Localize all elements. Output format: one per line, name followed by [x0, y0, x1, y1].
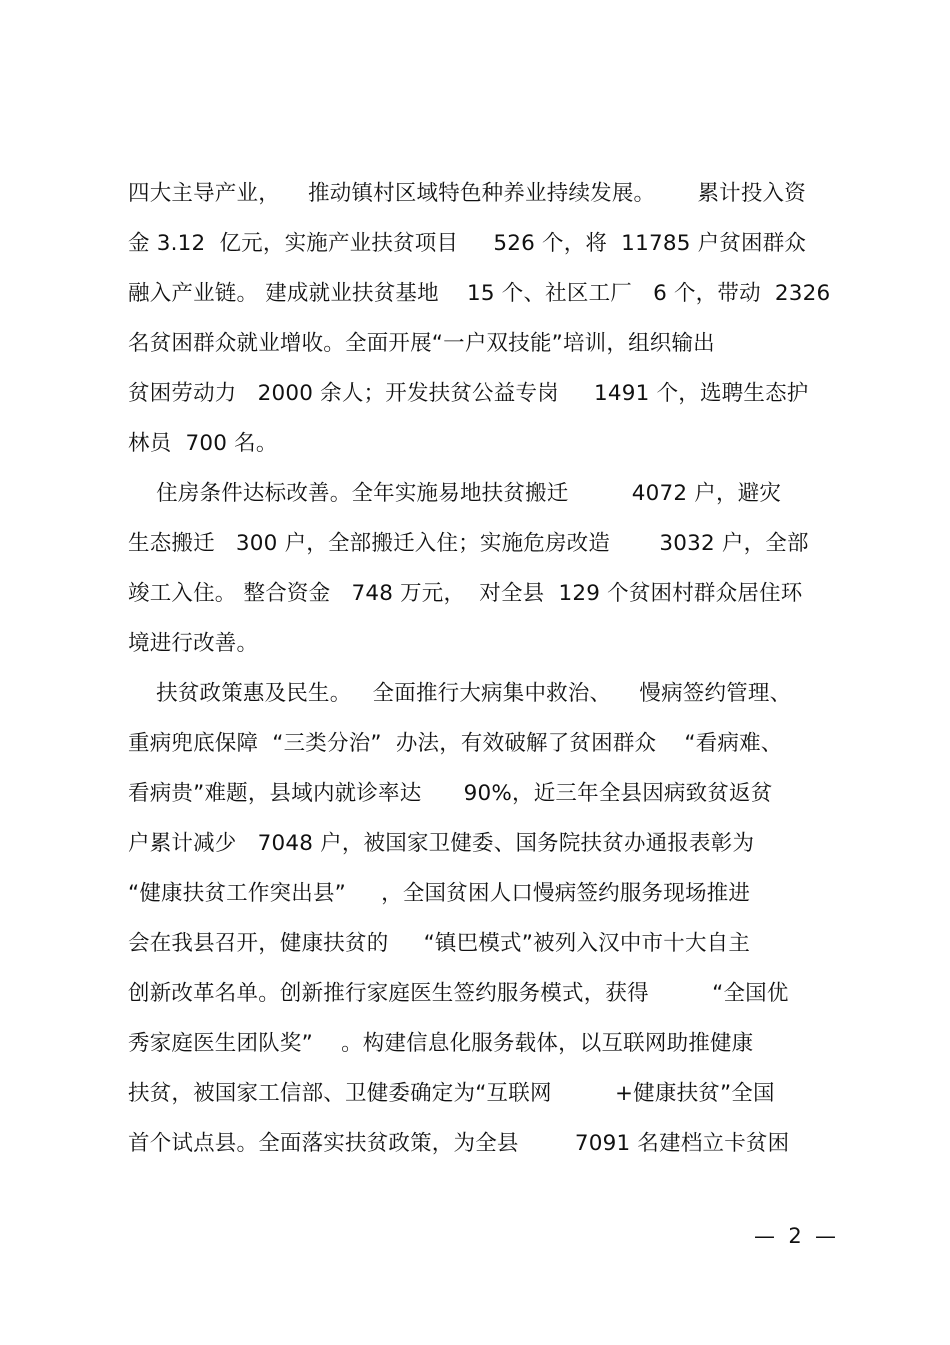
text-line: 会在我县召开，健康扶贫的 “镇巴模式”被列入汉中市十大自主 — [128, 931, 751, 956]
text-line: 住房条件达标改善。全年实施易地扶贫搬迁 4072 户，避灾 — [128, 481, 782, 506]
text-line: 名贫困群众就业增收。全面开展“一户双技能”培训，组织输出 — [128, 331, 715, 356]
text-line: 生态搬迁 300 户，全部搬迁入住；实施危房改造 3032 户，全部 — [128, 531, 809, 556]
text-line: 贫困劳动力 2000 余人；开发扶贫公益专岗 1491 个，选聘生态护 — [128, 381, 809, 406]
text-line: “健康扶贫工作突出县” ，全国贫困人口慢病签约服务现场推进 — [128, 881, 751, 906]
text-line: 融入产业链。 建成就业扶贫基地 15 个、社区工厂 6 个，带动 2326 — [128, 281, 831, 306]
page-number: — 2 — — [754, 1224, 837, 1248]
text-line: 看病贵”难题，县域内就诊率达 90%，近三年全县因病致贫返贫 — [128, 781, 773, 806]
text-line: 金 3.12 亿元，实施产业扶贫项目 526 个，将 11785 户贫困群众 — [128, 231, 807, 256]
text-line: 扶贫，被国家工信部、卫健委确定为“互联网 +健康扶贫”全国 — [128, 1081, 775, 1106]
text-line: 境进行改善。 — [128, 631, 259, 656]
text-line: 林员 700 名。 — [128, 431, 278, 456]
text-line: 竣工入住。 整合资金 748 万元， 对全县 129 个贫困村群众居住环 — [128, 581, 803, 606]
text-line: 重病兜底保障 “三类分治” 办法，有效破解了贫困群众 “看病难、 — [128, 731, 783, 756]
text-line: 四大主导产业， 推动镇村区域特色种养业持续发展。 累计投入资 — [128, 181, 806, 206]
text-line: 创新改革名单。创新推行家庭医生签约服务模式，获得 “全国优 — [128, 981, 789, 1006]
text-line: 首个试点县。全面落实扶贫政策，为全县 7091 名建档立卡贫困 — [128, 1131, 790, 1156]
text-line: 户累计减少 7048 户，被国家卫健委、国务院扶贫办通报表彰为 — [128, 831, 755, 856]
text-line: 扶贫政策惠及民生。 全面推行大病集中救治、 慢病签约管理、 — [128, 681, 792, 706]
text-line: 秀家庭医生团队奖” 。构建信息化服务载体，以互联网助推健康 — [128, 1031, 754, 1056]
